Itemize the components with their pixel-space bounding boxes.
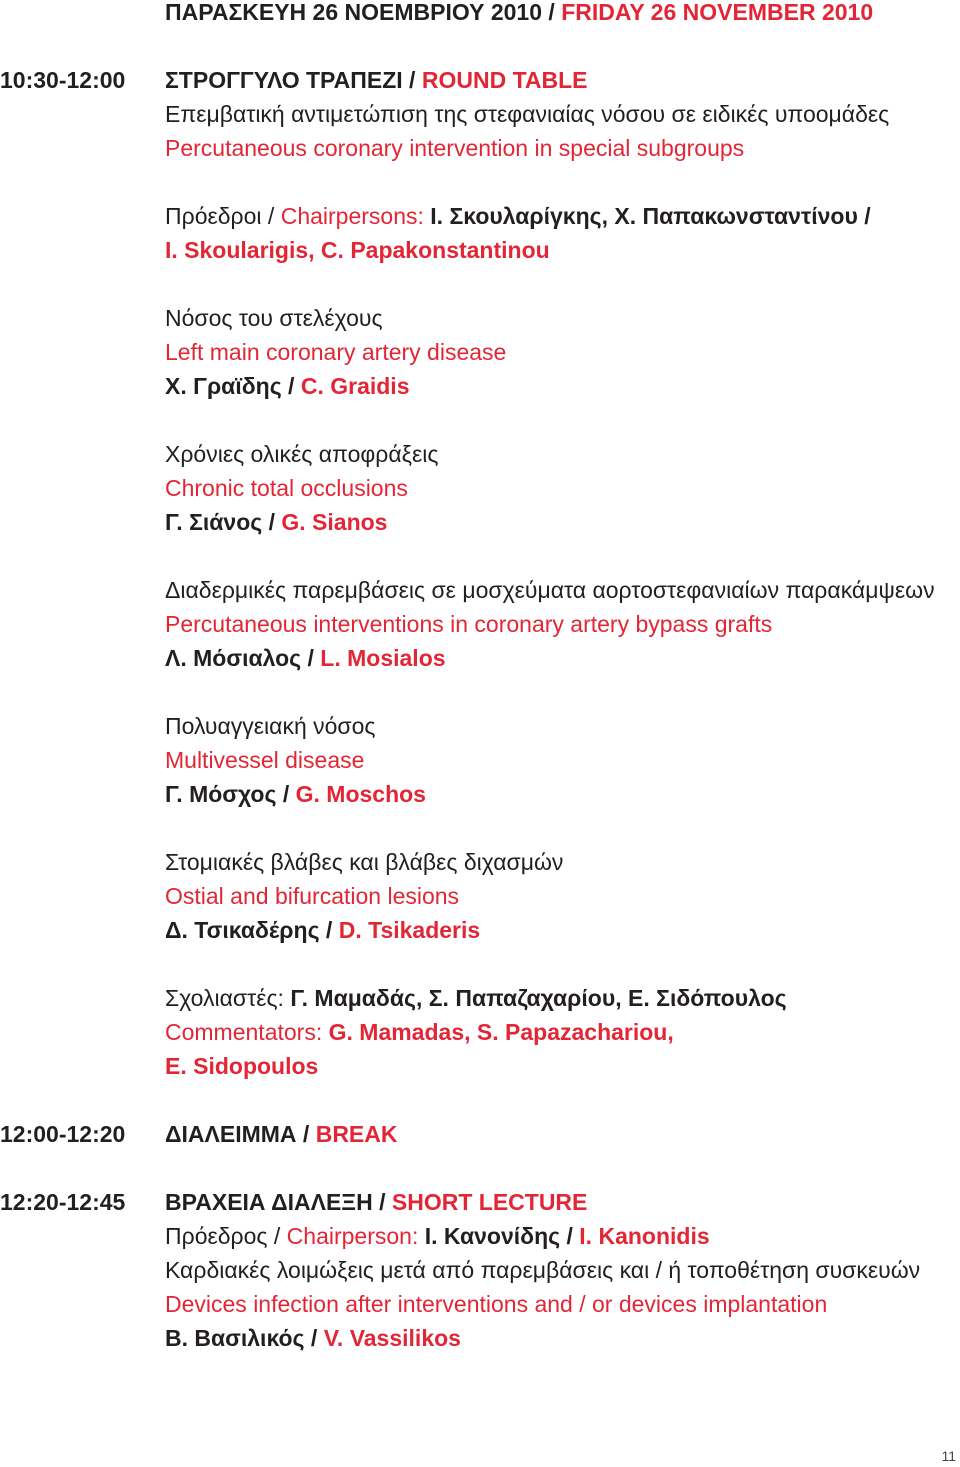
- speaker-english: G. Sianos: [281, 509, 388, 535]
- speaker-greek: Δ. Τσικαδέρης /: [165, 917, 339, 943]
- talk-title-english: Chronic total occlusions: [165, 475, 408, 501]
- talk-title-english: Ostial and bifurcation lesions: [165, 883, 460, 909]
- session-title-english: SHORT LECTURE: [391, 1189, 588, 1215]
- speaker-english: G. Moschos: [295, 781, 426, 807]
- session-title: [165, 65, 588, 95]
- talk-title-greek: Καρδιακές λοιμώξεις μετά από παρεμβάσεις και / ή τοποθέτηση συσκευών: [165, 1257, 921, 1283]
- commentators-names-english: G. Mamadas, S. Papazachariou,: [328, 1019, 674, 1045]
- session-subtitle-english: Percutaneous coronary intervention in special subgroups: [165, 135, 745, 161]
- talk-title-english: Multivessel disease: [165, 747, 365, 773]
- date-greek: ΠΑΡΑΣΚΕΥΗ 26 ΝΟΕΜΒΡΙΟΥ 2010: [165, 0, 543, 25]
- talk-speaker: [165, 507, 387, 537]
- speaker-greek: Γ. Μόσχος /: [165, 781, 296, 807]
- chairpersons-names-greek: Ι. Σκουλαρίγκης, Χ. Παπακωνσταντίνου /: [430, 203, 871, 229]
- talk-title-greek: Διαδερμικές παρεμβάσεις σε μοσχεύματα αορτοστεφανιαίων παρακάμψεων: [165, 577, 935, 603]
- commentators-names-greek: Γ. Μαμαδάς, Σ. Παπαζαχαρίου, Ε. Σιδόπουλος: [290, 985, 787, 1011]
- speaker-english: C. Graidis: [300, 373, 410, 399]
- chairpersons-label-greek: Πρόεδροι /: [165, 203, 281, 229]
- chairperson-name-greek: Ι. Κανονίδης /: [424, 1223, 580, 1249]
- chairperson-name-english: I. Kanonidis: [579, 1223, 710, 1249]
- talk-title-greek: Στομιακές βλάβες και βλάβες διχασμών: [165, 849, 564, 875]
- talk-speaker: [165, 1323, 461, 1353]
- speaker-english: V. Vassilikos: [323, 1325, 461, 1351]
- speaker-greek: Γ. Σιάνος /: [165, 509, 282, 535]
- title-separator: /: [372, 1189, 392, 1215]
- talk-title-english: Percutaneous interventions in coronary artery bypass grafts: [165, 611, 773, 637]
- speaker-greek: Λ. Μόσιαλος /: [165, 645, 321, 671]
- talk-title-english: Devices infection after interventions and / or devices implantation: [165, 1291, 828, 1317]
- session-title-greek: ΒΡΑΧΕΙΑ ΔΙΑΛΕΞΗ: [165, 1189, 373, 1215]
- session-title-english: ROUND TABLE: [421, 67, 588, 93]
- date-separator: /: [542, 0, 562, 25]
- chairperson-label-greek: Πρόεδρος /: [165, 1223, 287, 1249]
- commentators-names-english-cont: E. Sidopoulos: [165, 1053, 319, 1079]
- title-separator: /: [402, 67, 422, 93]
- talk-speaker: [165, 915, 480, 945]
- session-time: 10:30-12:00: [0, 67, 126, 93]
- chairperson-label-english: Chairperson:: [286, 1223, 425, 1249]
- talk-title-greek: Πολυαγγειακή νόσος: [165, 713, 376, 739]
- talk-speaker: [165, 643, 446, 673]
- commentators-greek: [165, 983, 787, 1013]
- talk-speaker: [165, 371, 410, 401]
- talk-title-greek: Χρόνιες ολικές αποφράξεις: [165, 441, 439, 467]
- chairpersons-line: [165, 201, 871, 231]
- talk-speaker: [165, 779, 426, 809]
- title-separator: /: [296, 1121, 316, 1147]
- talk-title-greek: Νόσος του στελέχους: [165, 305, 383, 331]
- page-number: 11: [941, 1448, 956, 1464]
- commentators-english: [165, 1017, 674, 1047]
- chairperson-line: [165, 1221, 710, 1251]
- break-time: 12:00-12:20: [0, 1121, 126, 1147]
- date-english: FRIDAY 26 NOVEMBER 2010: [561, 0, 874, 25]
- session-time: 12:20-12:45: [0, 1189, 126, 1215]
- chairpersons-label-english: Chairpersons:: [280, 203, 431, 229]
- session-title: [165, 1187, 587, 1217]
- break-title-greek: ΔΙΑΛΕΙΜΜΑ: [165, 1121, 297, 1147]
- session-title-greek: ΣΤΡΟΓΓΥΛΟ ΤΡΑΠΕΖΙ: [165, 67, 403, 93]
- break-title: [165, 1119, 397, 1149]
- speaker-english: D. Tsikaderis: [338, 917, 481, 943]
- page-header: [165, 0, 873, 27]
- session-subtitle-greek: Επεμβατική αντιμετώπιση της στεφανιαίας νόσου σε ειδικές υποομάδες: [165, 101, 890, 127]
- speaker-greek: Β. Βασιλικός /: [165, 1325, 324, 1351]
- speaker-english: L. Mosialos: [320, 645, 446, 671]
- commentators-label-english: Commentators:: [165, 1019, 329, 1045]
- commentators-label-greek: Σχολιαστές:: [165, 985, 291, 1011]
- talk-title-english: Left main coronary artery disease: [165, 339, 507, 365]
- chairpersons-names-english: I. Skoularigis, C. Papakonstantinou: [165, 237, 550, 263]
- speaker-greek: Χ. Γραϊδης /: [165, 373, 301, 399]
- break-title-english: BREAK: [315, 1121, 398, 1147]
